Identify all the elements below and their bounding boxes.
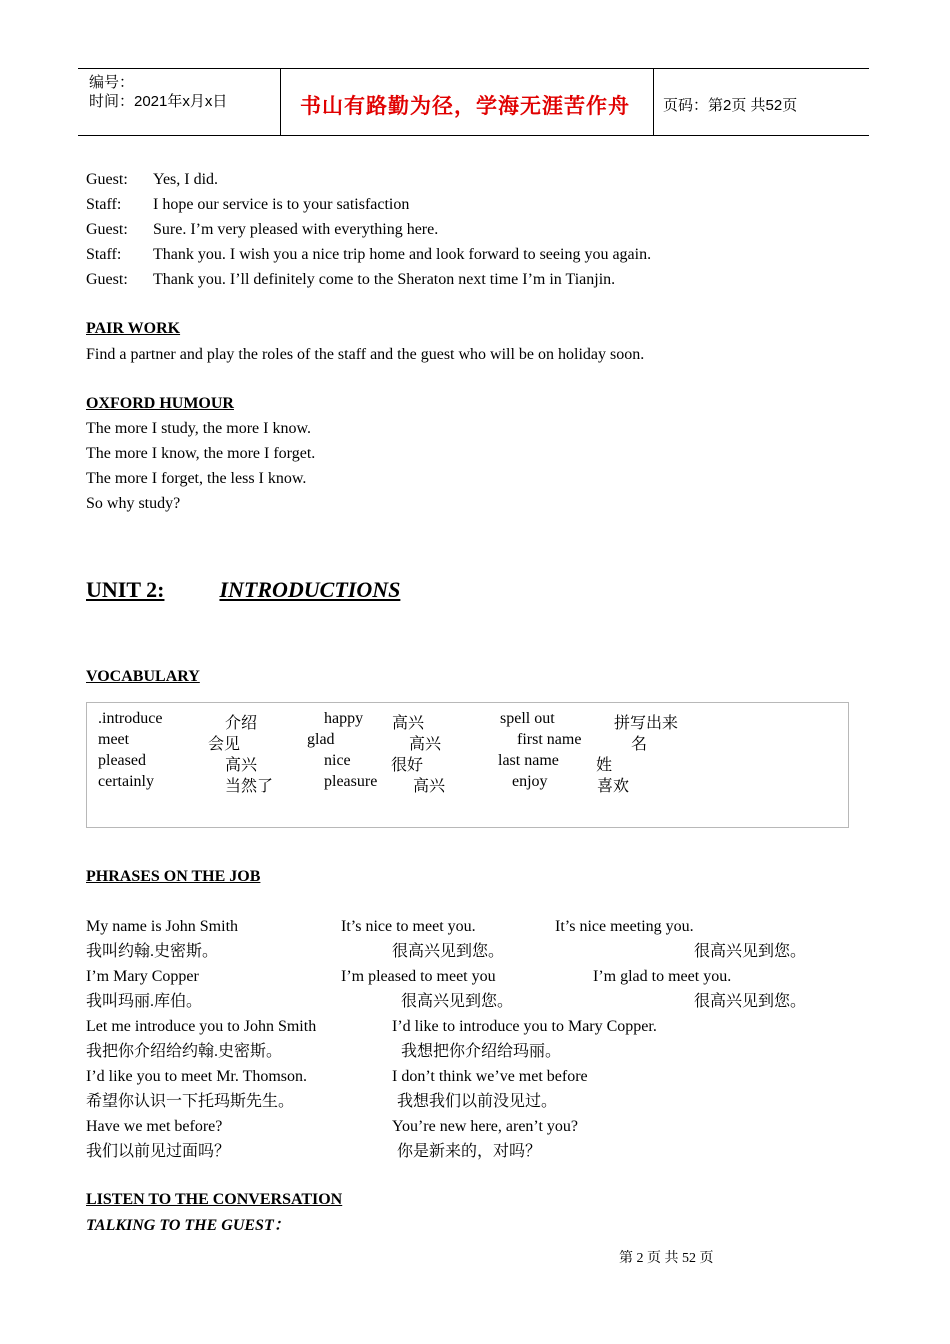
- vocab-meaning: 当然了: [225, 778, 274, 795]
- vocab-meaning: 高兴: [409, 736, 442, 753]
- humour-line: The more I study, the more I know.: [86, 420, 311, 437]
- dialogue-speaker: Guest:: [86, 271, 128, 288]
- phrase-translation: 我想我们以前没见过。: [397, 1093, 558, 1110]
- phrase-translation: 很高兴见到您。: [694, 993, 807, 1010]
- vocab-word: spell out: [500, 710, 555, 727]
- phrase-line: It’s nice meeting you.: [555, 918, 694, 935]
- vocab-meaning: 高兴: [392, 715, 425, 732]
- phrase-translation: 我把你介绍给约翰.史密斯。: [86, 1043, 283, 1060]
- page-footer: 第 2 页 共 52 页: [619, 1251, 714, 1266]
- phrase-line: You’re new here, aren’t you?: [392, 1118, 579, 1135]
- phrase-line: I’m pleased to meet you: [341, 968, 496, 985]
- header-top-rule: [78, 68, 869, 69]
- vocab-meaning: 拼写出来: [614, 715, 679, 732]
- humour-line: The more I forget, the less I know.: [86, 470, 307, 487]
- pair-work-heading: PAIR WORK: [86, 320, 181, 337]
- vocab-meaning: 名: [631, 736, 648, 753]
- vocab-meaning: 高兴: [413, 778, 446, 795]
- unit-heading: [86, 577, 400, 603]
- phrase-line: It’s nice to meet you.: [341, 918, 476, 935]
- phrase-line: I’d like to introduce you to Mary Copper.: [392, 1018, 657, 1035]
- header-page-label: 页码：第2页 共52页: [663, 97, 798, 114]
- listen-heading: LISTEN TO THE CONVERSATION: [86, 1191, 343, 1208]
- vocab-meaning: 介绍: [225, 715, 258, 732]
- header-motto: 书山有路勤为径，学海无涯苦作舟: [300, 95, 630, 118]
- vocab-word: happy: [324, 710, 364, 727]
- phrase-line: Have we met before?: [86, 1118, 223, 1135]
- phrase-translation: 很高兴见到您。: [401, 993, 514, 1010]
- vocabulary-heading: VOCABULARY: [86, 668, 200, 685]
- vocab-word: nice: [324, 752, 351, 769]
- vocab-word: last name: [498, 752, 559, 769]
- vocab-meaning: 会见: [208, 736, 241, 753]
- dialogue-text: Thank you. I wish you a nice trip home and look forward to seeing you again.: [153, 246, 652, 263]
- dialogue-text: Sure. I’m very pleased with everything here.: [153, 221, 439, 238]
- vocab-meaning: 高兴: [225, 757, 258, 774]
- phrase-translation: 希望你认识一下托玛斯先生。: [86, 1093, 295, 1110]
- humour-line: So why study?: [86, 495, 181, 512]
- phrase-translation: 很高兴见到您。: [694, 943, 807, 960]
- phrase-translation: 你是新来的，对吗？: [397, 1143, 542, 1160]
- vocab-word: first name: [517, 731, 582, 748]
- header-number-label: 编号：: [89, 74, 135, 91]
- phrase-translation: 很高兴见到您。: [392, 943, 505, 960]
- dialogue-text: Yes, I did.: [153, 171, 219, 188]
- vocab-meaning: 姓: [596, 757, 613, 774]
- dialogue-text: Thank you. I’ll definitely come to the Sheraton next time I’m in Tianjin.: [153, 271, 616, 288]
- vocab-meaning: 很好: [391, 757, 424, 774]
- vocab-word: pleasure: [324, 773, 378, 790]
- dialogue-text: I hope our service is to your satisfaction: [153, 196, 410, 213]
- phrase-line: Let me introduce you to John Smith: [86, 1018, 317, 1035]
- header-divider-left: [280, 68, 281, 136]
- humour-line: The more I know, the more I forget.: [86, 445, 316, 462]
- phrase-line: I don’t think we’ve met before: [392, 1068, 588, 1085]
- unit-label: UNIT 2:: [86, 577, 165, 602]
- vocab-word: enjoy: [512, 773, 548, 790]
- phrase-translation: 我叫约翰.史密斯。: [86, 943, 219, 960]
- header-date-label: 时间：2021年x月x日: [89, 93, 228, 110]
- phrases-heading: PHRASES ON THE JOB: [86, 868, 261, 885]
- dialogue-speaker: Staff:: [86, 196, 122, 213]
- vocab-word: certainly: [98, 773, 154, 790]
- vocab-word: glad: [307, 731, 335, 748]
- vocabulary-box: [86, 702, 849, 828]
- pair-work-text: Find a partner and play the roles of the staff and the guest who will be on holiday soon.: [86, 346, 645, 363]
- phrase-translation: 我叫玛丽.库伯。: [86, 993, 203, 1010]
- header-divider-right: [653, 68, 654, 136]
- vocab-word: .introduce: [98, 710, 163, 727]
- unit-title: INTRODUCTIONS: [219, 577, 401, 602]
- phrase-line: I’m Mary Copper: [86, 968, 199, 985]
- dialogue-speaker: Guest:: [86, 221, 128, 238]
- dialogue-speaker: Guest:: [86, 171, 128, 188]
- dialogue-speaker: Staff:: [86, 246, 122, 263]
- oxford-humour-heading: OXFORD HUMOUR: [86, 395, 234, 412]
- vocab-meaning: 喜欢: [597, 778, 630, 795]
- phrase-line: I’d like you to meet Mr. Thomson.: [86, 1068, 308, 1085]
- listen-subheading: TALKING TO THE GUEST：: [86, 1217, 290, 1234]
- phrase-line: My name is John Smith: [86, 918, 239, 935]
- vocab-word: meet: [98, 731, 130, 748]
- phrase-translation: 我想把你介绍给玛丽。: [401, 1043, 562, 1060]
- header-bottom-rule: [78, 135, 869, 136]
- phrase-translation: 我们以前见过面吗？: [86, 1143, 231, 1160]
- vocab-word: pleased: [98, 752, 146, 769]
- phrase-line: I’m glad to meet you.: [593, 968, 732, 985]
